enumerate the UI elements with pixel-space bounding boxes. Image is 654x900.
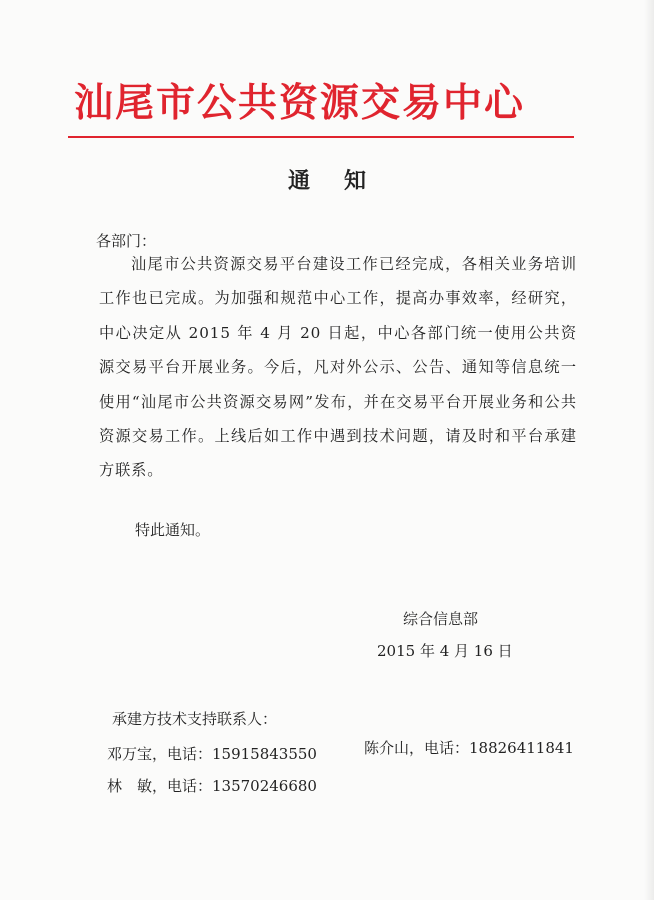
header-red-rule	[68, 136, 574, 138]
scan-edge-shadow	[644, 0, 654, 900]
signature-date: 2015 年 4 月 16 日	[377, 642, 513, 660]
contact-person: 林 敏，电话：13570246680	[107, 777, 317, 795]
notice-title: 通知	[287, 168, 400, 194]
closing-line: 特此通知。	[135, 521, 211, 539]
salutation: 各部门：	[96, 232, 157, 250]
contact-person: 陈介山，电话：18826411841	[364, 739, 574, 757]
notice-body: 汕尾市公共资源交易平台建设工作已经完成，各相关业务培训工作也已完成。为加强和规范中心工作，提高办事效率，经研究，中心决定从 2015 年 4 月 20 日起，中心各部门统一使用公共资源交易平台开展业务。今后，凡对外公示、公告、通知等信息统一使用“汕尾市公共资源交易网”发布，并在交易平台开展业务和公共资源交易工作。上线后如工作中遇到技术问题，请及时和平台承建方联系。	[99, 255, 577, 480]
organization-header: 汕尾市公共资源交易中心	[74, 80, 526, 126]
contact-heading: 承建方技术支持联系人：	[112, 710, 278, 728]
signature-department: 综合信息部	[403, 610, 479, 628]
contact-person: 邓万宝，电话：15915843550	[107, 745, 317, 763]
